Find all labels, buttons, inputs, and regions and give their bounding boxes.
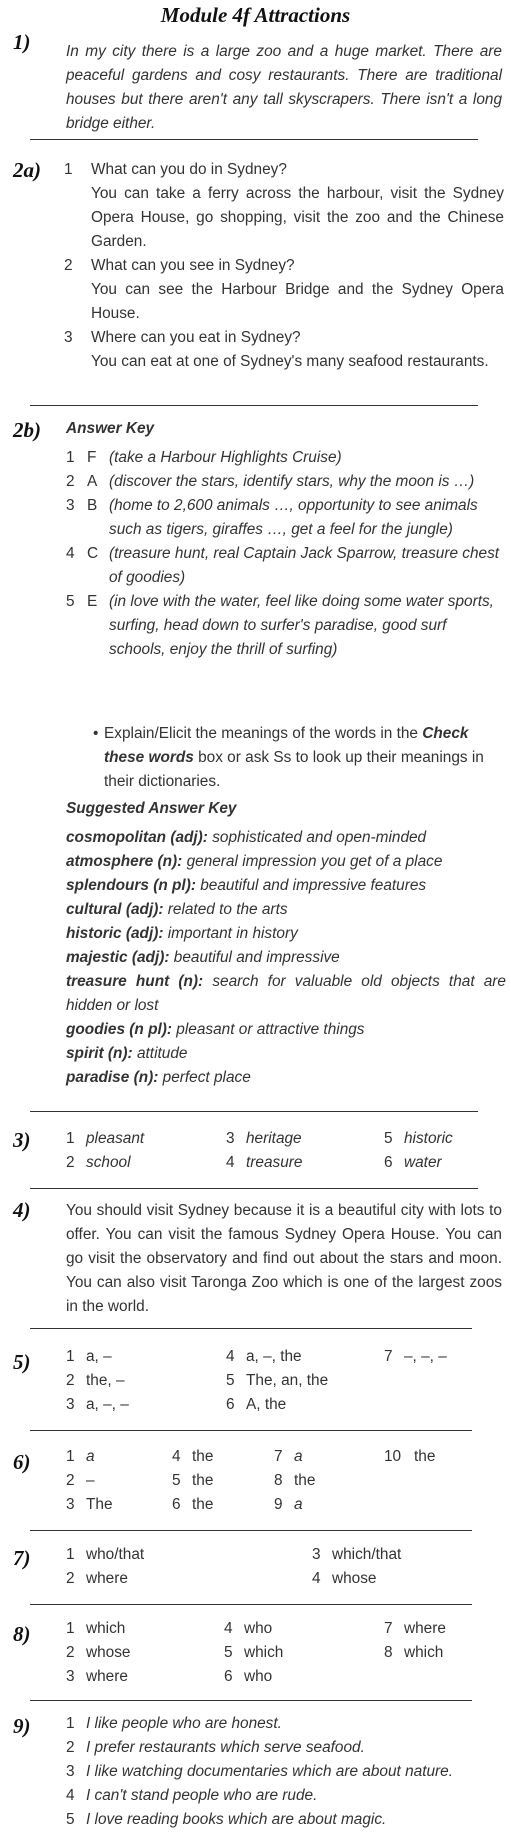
answer-item: 6 the: [172, 1496, 214, 1513]
answer-key-item: 2 A (discover the stars, identify stars, why the moon is …): [66, 473, 475, 490]
answer-item: 2 –: [66, 1472, 95, 1489]
answer-item: 5 historic: [384, 1130, 453, 1147]
answer-item: 2 where: [66, 1570, 128, 1587]
glossary-item: goodies (n pl): pleasant or attractive things: [66, 1021, 365, 1038]
answer-key-item: 5 E (in love with the water, feel like doing some water sports, surfing, head down to surfer's paradise, good surf schools, enjoy the thrill of surfing): [66, 593, 494, 658]
glossary-item: cosmopolitan (adj): sophisticated and open-minded: [66, 829, 427, 846]
answer-item: 7 a: [274, 1448, 303, 1465]
answer-sentence: 1 I like people who are honest.: [66, 1715, 282, 1732]
exercise-6-number: 6): [13, 1450, 31, 1474]
item-number: 1: [64, 161, 73, 178]
answer-item: 6 water: [384, 1154, 442, 1171]
answer-text: You can take a ferry across the harbour, visit the Sydney Opera House, go shopping, visit the zoo and the Chinese Garden.: [91, 185, 504, 250]
divider: [30, 1604, 472, 1605]
qa-question: [64, 158, 504, 182]
answer-item: 1 a: [66, 1448, 95, 1465]
answer-item: 6 who: [224, 1668, 273, 1685]
answer-item: 2 whose: [66, 1644, 131, 1661]
exercise-3-number: 3): [13, 1128, 31, 1152]
answer-item: 2 school: [66, 1154, 131, 1171]
answer-item: 4 a, –, the: [226, 1348, 302, 1365]
exercise-1-answer: In my city there is a large zoo and a huge market. There are peaceful gardens and cosy restaurants. There are traditional houses but there aren't any tall skyscrapers. There isn't a long bridge either.: [66, 43, 502, 132]
answer-key-item: 4 C (treasure hunt, real Captain Jack Sparrow, treasure chest of goodies): [66, 545, 500, 586]
answer-item: 6 A, the: [226, 1396, 287, 1413]
answer-item: 3 a, –, –: [66, 1396, 129, 1413]
answer-sentence: 4 I can't stand people who are rude.: [66, 1787, 318, 1804]
glossary-item: treasure hunt (n): search for valuable old objects that are hidden or lost: [66, 973, 506, 1014]
answer-sentence: 2 I prefer restaurants which serve seafood.: [66, 1739, 365, 1756]
glossary-list: [66, 826, 506, 1090]
glossary-item: spirit (n): attitude: [66, 1045, 188, 1062]
answer-item: 1 a, –: [66, 1348, 112, 1365]
page-title: Module 4f Attractions: [160, 3, 351, 27]
answer-item: 9 a: [274, 1496, 303, 1513]
divider: [30, 1188, 478, 1189]
question-text: What can you see in Sydney?: [91, 257, 295, 274]
answer-sentence: 5 I love reading books which are about magic.: [66, 1811, 387, 1828]
answer-item: 8 the: [274, 1472, 316, 1489]
answer-key-list: [66, 446, 504, 662]
answer-item: 5 The, an, the: [226, 1372, 329, 1389]
answer-key-item: 3 B (home to 2,600 animals …, opportunity to see animals such as tigers, giraffes …, get a feel for the jungle): [66, 497, 478, 538]
question-text: What can you do in Sydney?: [91, 161, 287, 178]
answer-item: 4 the: [172, 1448, 214, 1465]
item-number: 2: [64, 257, 73, 274]
answer-item: 5 which: [224, 1644, 284, 1661]
divider: [30, 1430, 472, 1431]
answer-item: 4 whose: [312, 1570, 377, 1587]
answer-sentence: 3 I like watching documentaries which are about nature.: [66, 1763, 454, 1780]
suggested-answer-heading: Suggested Answer Key: [66, 800, 237, 817]
exercise-8-number: 8): [13, 1622, 31, 1646]
answer-item: 7 where: [384, 1620, 446, 1637]
answer-item: 3 which/that: [312, 1546, 402, 1563]
exercise-2b-number: 2b): [13, 418, 41, 442]
exercise-7-number: 7): [13, 1546, 31, 1570]
exercise-4-number: 4): [13, 1198, 31, 1222]
exercise-4-answer: You should visit Sydney because it is a beautiful city with lots to offer. You can visit the famous Sydney Opera House. You can go visit the observatory and find out about the stars and moon. You can also visit Taronga Zoo which is one of the largest zoos in the world.: [66, 1202, 502, 1315]
answer-key-heading: Answer Key: [66, 420, 155, 437]
answer-item: 5 the: [172, 1472, 214, 1489]
teacher-note: • Explain/Elicit the meanings of the words in the Check these words box or ask Ss to look up their meanings in their dictionaries.: [104, 722, 504, 794]
glossary-item: historic (adj): important in history: [66, 925, 298, 942]
divider: [30, 1111, 478, 1112]
answer-item: 4 treasure: [226, 1154, 303, 1171]
answer-text: You can eat at one of Sydney's many seafood restaurants.: [91, 353, 489, 370]
answer-item: 1 which: [66, 1620, 126, 1637]
qa-question: [64, 326, 504, 350]
divider: [30, 139, 478, 140]
qa-answer: [64, 182, 504, 254]
exercise-1-number: 1): [13, 30, 31, 54]
exercise-2a-answers: [64, 158, 504, 374]
answer-item: 3 The: [66, 1496, 113, 1513]
answer-item: 3 heritage: [226, 1130, 302, 1147]
answer-key-item: 1 F (take a Harbour Highlights Cruise): [66, 449, 342, 466]
glossary-item: cultural (adj): related to the arts: [66, 901, 288, 918]
divider: [30, 1530, 472, 1531]
qa-answer: [64, 278, 504, 326]
answer-text: You can see the Harbour Bridge and the Sydney Opera House.: [91, 281, 504, 322]
answer-item: 7 –, –, –: [384, 1348, 447, 1365]
answer-item: 2 the, –: [66, 1372, 125, 1389]
glossary-item: atmosphere (n): general impression you get of a place: [66, 853, 443, 870]
answer-item: 10 the: [384, 1448, 436, 1465]
divider: [30, 405, 478, 406]
answer-item: 3 where: [66, 1668, 128, 1685]
glossary-item: paradise (n): perfect place: [66, 1069, 251, 1086]
question-text: Where can you eat in Sydney?: [91, 329, 301, 346]
divider: [30, 1328, 472, 1329]
qa-answer: [64, 350, 504, 374]
bullet-icon: •: [93, 725, 99, 742]
answer-item: 8 which: [384, 1644, 444, 1661]
exercise-9-number: 9): [13, 1714, 31, 1738]
exercise-5-number: 5): [13, 1350, 31, 1374]
answer-item: 1 pleasant: [66, 1130, 145, 1147]
answer-item: 4 who: [224, 1620, 273, 1637]
answer-item: 1 who/that: [66, 1546, 145, 1563]
glossary-item: majestic (adj): beautiful and impressive: [66, 949, 340, 966]
divider: [30, 1700, 472, 1701]
qa-question: [64, 254, 504, 278]
glossary-item: splendours (n pl): beautiful and impressive features: [66, 877, 427, 894]
exercise-2a-number: 2a): [13, 158, 41, 182]
item-number: 3: [64, 329, 73, 346]
